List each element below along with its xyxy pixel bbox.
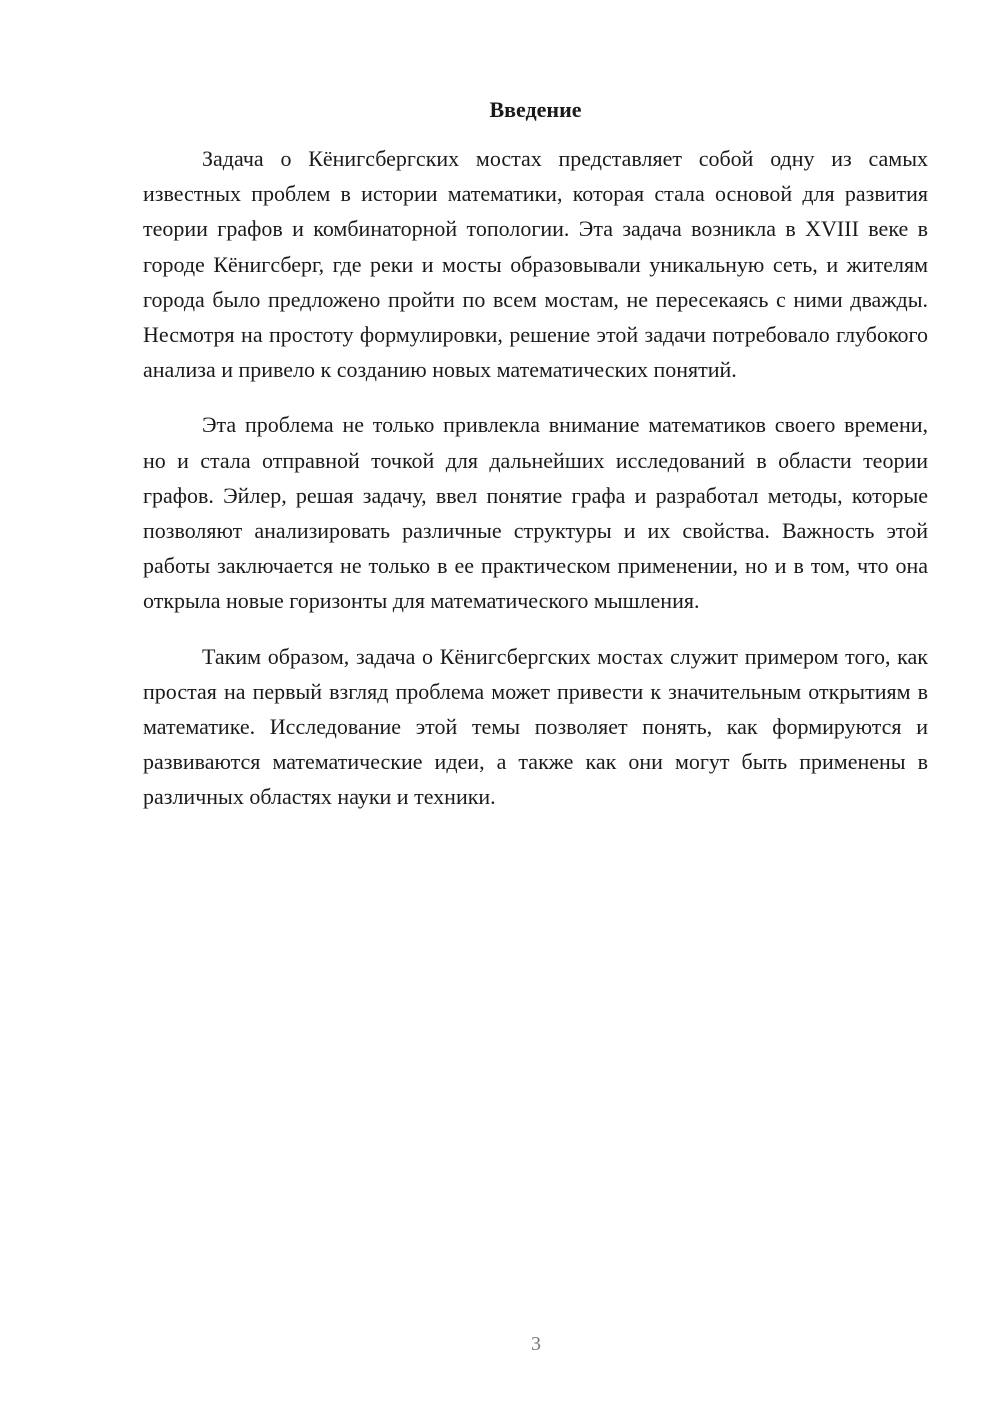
section-heading: Введение — [489, 97, 582, 122]
paragraph-2: Эта проблема не только привлекла внимание математиков своего времени, но и стала отправной точкой для дальнейших исследований в области теории графов. Эйлер, решая задачу, ввел понятие графа и разработал методы, которые позволяют анализировать различные структуры и их свойства. Важность этой работы заключается не только в ее практическом применении, но и в том, что она открыла новые горизонты для математического мышления. — [143, 412, 928, 614]
page-content — [143, 92, 928, 835]
page-number: 3 — [531, 1333, 541, 1355]
paragraph-3: Таким образом, задача о Кёнигсбергских мостах служит примером того, как простая на первый взгляд проблема может привести к значительным открытиям в математике. Исследование этой темы позволяет понять, как формируются и развиваются математические идеи, а также как они могут быть применены в различных областях науки и техники. — [143, 643, 928, 810]
paragraph-1: Задача о Кёнигсбергских мостах представляет собой одну из самых известных проблем в истории математики, которая стала основой для развития теории графов и комбинаторной топологии. Эта задача возникла в XVIII веке в городе Кёнигсберг, где реки и мосты образовывали уникальную сеть, и жителям города было предложено пройти по всем мостам, не пересекаясь с ними дважды. Несмотря на простоту формулировки, решение этой задачи потребовало глубокого анализа и привело к созданию новых математических понятий. — [143, 146, 928, 383]
